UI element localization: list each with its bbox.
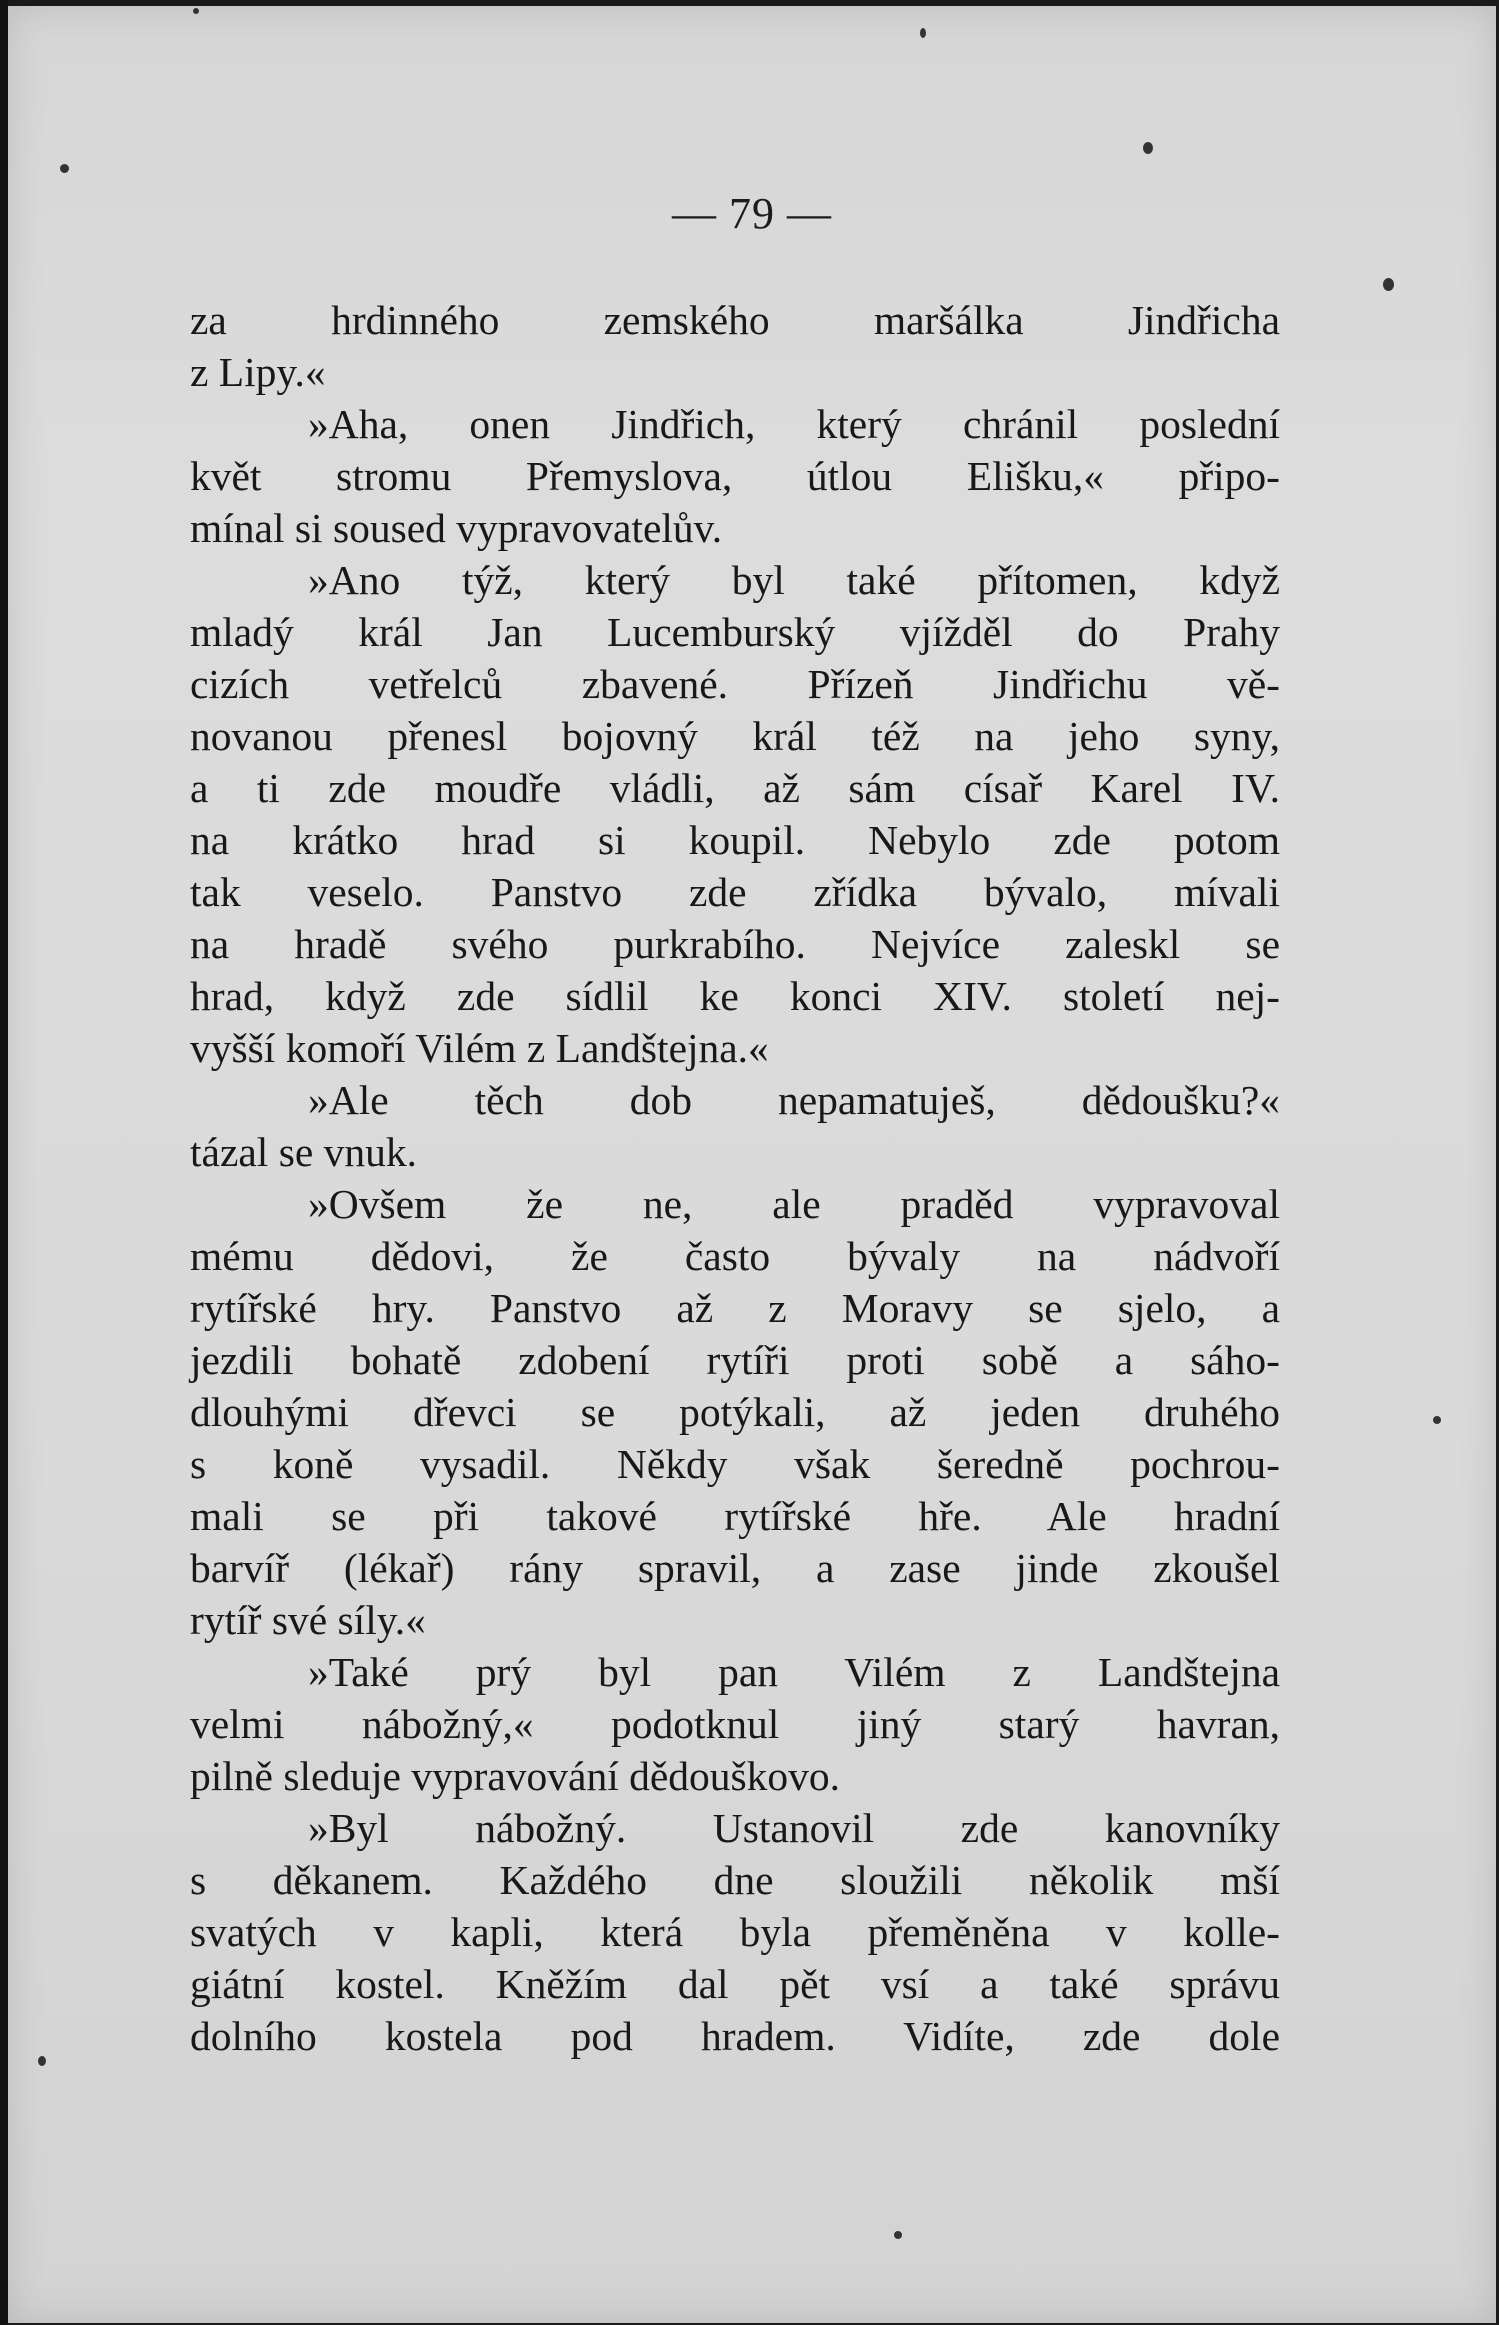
text-line: pilně sleduje vypravování dědouškovo.: [190, 1753, 841, 1799]
text-line: tázal se vnuk.: [190, 1129, 418, 1175]
text-line: s koně vysadil. Někdy však šeredně pochrou-: [190, 1441, 1280, 1487]
text-line: jezdili bohatě zdobení rytíři proti sobě a sáho-: [190, 1337, 1280, 1383]
scan-speck: [1143, 142, 1153, 154]
text-line: vyšší komoří Vilém z Landštejna.«: [190, 1025, 769, 1071]
page-body-text: [190, 294, 1280, 2062]
text-line: květ stromu Přemyslova, útlou Elišku,« připo-: [190, 453, 1280, 499]
text-line: cizích vetřelců zbavené. Přízeň Jindřichu vě-: [190, 661, 1280, 707]
text-line: rytíř své síly.«: [190, 1597, 426, 1643]
text-line: »Také prý byl pan Vilém z Landštejna: [308, 1649, 1280, 1695]
text-line: hrad, když zde sídlil ke konci XIV. století nej-: [190, 973, 1280, 1019]
text-line: a ti zde moudře vládli, až sám císař Karel IV.: [190, 765, 1280, 811]
scan-left-edge: [0, 0, 8, 2325]
text-line: s děkanem. Každého dne sloužili několik mší: [190, 1857, 1280, 1903]
scan-speck: [1433, 1416, 1441, 1424]
text-line: velmi nábožný,« podotknul jiný starý havran,: [190, 1701, 1280, 1747]
text-line: »Ovšem že ne, ale praděd vypravoval: [308, 1181, 1280, 1227]
text-line: na hradě svého purkrabího. Nejvíce zaleskl se: [190, 921, 1280, 967]
scan-speck: [193, 8, 199, 14]
text-line: »Aha, onen Jindřich, který chránil poslední: [308, 401, 1280, 447]
book-page: [8, 6, 1496, 2323]
scan-speck: [920, 28, 926, 38]
text-line: mínal si soused vypravovatelův.: [190, 505, 723, 551]
text-line: »Ano týž, který byl také přítomen, když: [308, 557, 1280, 603]
text-line: »Ale těch dob nepamatuješ, dědoušku?«: [308, 1077, 1280, 1123]
page-number: — 79 —: [672, 189, 832, 238]
text-line: mému dědovi, že často bývaly na nádvoří: [190, 1233, 1280, 1279]
text-line: z Lipy.«: [190, 349, 326, 395]
scan-speck: [1383, 278, 1394, 291]
text-line: rytířské hry. Panstvo až z Moravy se sjelo, a: [190, 1285, 1280, 1331]
text-line: svatých v kapli, která byla přeměněna v kolle-: [190, 1909, 1280, 1955]
text-line: na krátko hrad si koupil. Nebylo zde potom: [190, 817, 1280, 863]
text-line: dolního kostela pod hradem. Vidíte, zde dole: [190, 2013, 1280, 2059]
text-line: »Byl nábožný. Ustanovil zde kanovníky: [308, 1805, 1280, 1851]
scan-speck: [894, 2231, 902, 2239]
text-line: mladý král Jan Lucemburský vjížděl do Prahy: [190, 609, 1280, 655]
text-line: mali se při takové rytířské hře. Ale hradní: [190, 1493, 1280, 1539]
scan-speck: [38, 2056, 46, 2066]
text-line: novanou přenesl bojovný král též na jeho syny,: [190, 713, 1280, 759]
text-line: dlouhými dřevci se potýkali, až jeden druhého: [190, 1389, 1280, 1435]
text-line: giátní kostel. Kněžím dal pět vsí a také správu: [190, 1961, 1280, 2007]
text-line: tak veselo. Panstvo zde zřídka bývalo, mívali: [190, 869, 1280, 915]
text-line: barvíř (lékař) rány spravil, a zase jinde zkoušel: [190, 1545, 1280, 1591]
scan-speck: [60, 164, 69, 173]
text-line: za hrdinného zemského maršálka Jindřicha: [190, 297, 1280, 343]
